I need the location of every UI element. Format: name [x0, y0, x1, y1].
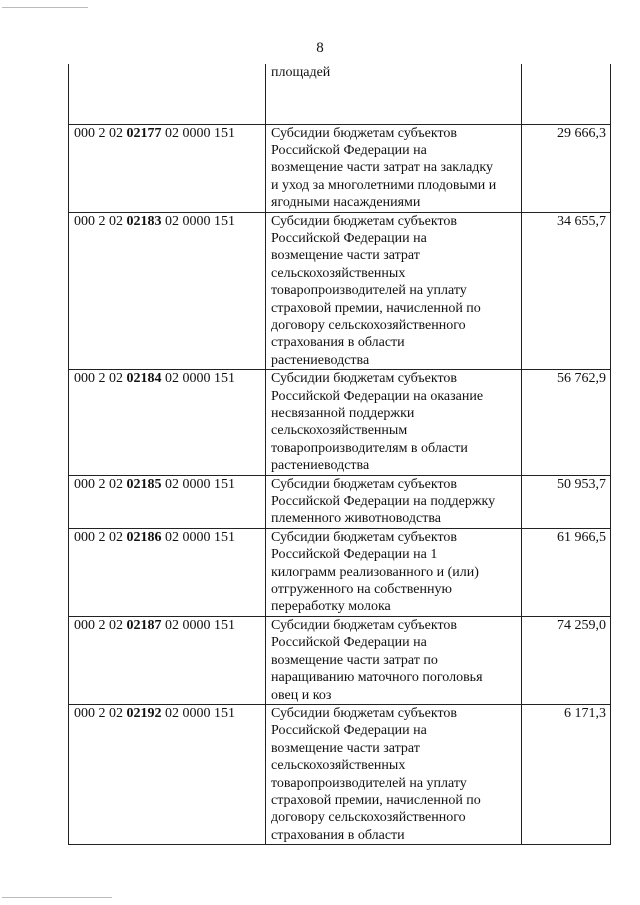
- amount-cell: [522, 616, 611, 704]
- description-line: страхования в области: [271, 335, 405, 351]
- description-line: страховой премии, начисленной по: [271, 300, 481, 316]
- description-cell: [266, 475, 522, 528]
- budget-code-cell: [69, 124, 266, 212]
- description-line: договору сельскохозяйственного: [271, 810, 466, 826]
- description-line: наращиванию маточного поголовья: [271, 670, 483, 686]
- table-row: [69, 212, 611, 370]
- description-line: Субсидии бюджетам субъектов: [271, 705, 458, 721]
- table-row: [69, 616, 611, 704]
- amount-cell: [522, 124, 611, 212]
- description-line: растениеводства: [271, 352, 370, 368]
- amount-value: 6 171,3: [564, 705, 606, 721]
- description-line: возмещение части затрат по: [271, 652, 438, 668]
- description-line: сельскохозяйственным: [271, 423, 408, 439]
- table-row-continuation: [69, 64, 611, 124]
- budget-code-cell: [69, 528, 266, 616]
- amount-cell: [522, 370, 611, 475]
- amount-cell: [522, 64, 611, 124]
- table-row: [69, 475, 611, 528]
- description-cell: [266, 370, 522, 475]
- scan-artifact-top: [2, 7, 88, 8]
- description-cell: [266, 124, 522, 212]
- description-cell: [266, 616, 522, 704]
- code-prefix: 000 2 02: [74, 617, 123, 633]
- description-line: и уход за многолетними плодовыми и: [271, 177, 497, 193]
- description-line: племенного животноводства: [271, 511, 441, 527]
- code-prefix: 000 2 02: [74, 371, 123, 387]
- budget-code-cell: [69, 212, 266, 370]
- code-main-part: 02186: [126, 529, 162, 545]
- code-main-part: 02187: [126, 617, 162, 633]
- description-line: Российской Федерации на: [271, 723, 427, 739]
- amount-value: 61 966,5: [557, 529, 606, 545]
- description-line: товаропроизводителям в области: [271, 440, 468, 456]
- code-suffix: 02 0000 151: [165, 125, 235, 141]
- description-line: сельскохозяйственных: [271, 758, 406, 774]
- description-line: отгруженного на собственную: [271, 582, 452, 598]
- code-prefix: 000 2 02: [74, 476, 123, 492]
- table-row: [69, 124, 611, 212]
- table-row: [69, 370, 611, 475]
- code-suffix: 02 0000 151: [165, 371, 235, 387]
- code-suffix: 02 0000 151: [165, 705, 235, 721]
- description-cell: [266, 528, 522, 616]
- table-body: [69, 64, 611, 845]
- description-line: ягодными насаждениями: [271, 195, 421, 211]
- code-main-part: 02184: [126, 371, 162, 387]
- table-row: [69, 528, 611, 616]
- code-main-part: 02192: [126, 705, 162, 721]
- budget-code-cell: [69, 475, 266, 528]
- description-line: возмещение части затрат: [271, 248, 420, 264]
- description-cell: [266, 704, 522, 844]
- description-line: Российской Федерации на поддержку: [271, 494, 496, 510]
- code-prefix: 000 2 02: [74, 125, 123, 141]
- description-line: Субсидии бюджетам субъектов: [271, 125, 458, 141]
- description-line: возмещение части затрат: [271, 740, 420, 756]
- budget-table: [68, 64, 611, 845]
- description-line: договору сельскохозяйственного: [271, 317, 466, 333]
- code-main-part: 02183: [126, 213, 162, 229]
- code-prefix: 000 2 02: [74, 705, 123, 721]
- amount-value: 50 953,7: [557, 476, 606, 492]
- description-line: Российской Федерации на 1: [271, 547, 438, 563]
- code-suffix: 02 0000 151: [165, 213, 235, 229]
- code-prefix: 000 2 02: [74, 213, 123, 229]
- scan-artifact-bottom: [2, 897, 112, 898]
- description-line: товаропроизводителей на уплату: [271, 775, 467, 791]
- amount-value: 29 666,3: [557, 125, 606, 141]
- description-line: Субсидии бюджетам субъектов: [271, 371, 458, 387]
- description-line: Российской Федерации на: [271, 230, 427, 246]
- code-cell: [69, 64, 266, 124]
- code-suffix: 02 0000 151: [165, 617, 235, 633]
- budget-code-cell: [69, 704, 266, 844]
- description-line: килограмм реализованного и (или): [271, 564, 479, 580]
- description-line: переработку молока: [271, 599, 391, 615]
- description-line: Субсидии бюджетам субъектов: [271, 617, 458, 633]
- description-line: товаропроизводителей на уплату: [271, 283, 467, 299]
- description-line: Субсидии бюджетам субъектов: [271, 476, 458, 492]
- code-prefix: 000 2 02: [74, 529, 123, 545]
- description-line: Российской Федерации на оказание: [271, 388, 484, 404]
- amount-cell: [522, 528, 611, 616]
- table-row: [69, 704, 611, 844]
- description-line: площадей: [271, 65, 331, 80]
- description-line: Субсидии бюджетам субъектов: [271, 529, 458, 545]
- amount-value: 56 762,9: [557, 371, 606, 387]
- description-line: сельскохозяйственных: [271, 265, 406, 281]
- code-suffix: 02 0000 151: [165, 476, 235, 492]
- description-cell: [266, 212, 522, 370]
- description-line: несвязанной поддержки: [271, 406, 415, 421]
- description-line: Российской Федерации на: [271, 635, 427, 651]
- budget-code-cell: [69, 616, 266, 704]
- code-main-part: 02177: [126, 125, 162, 141]
- page-number: 8: [316, 40, 324, 56]
- budget-code-cell: [69, 370, 266, 475]
- amount-cell: [522, 704, 611, 844]
- code-suffix: 02 0000 151: [165, 529, 235, 545]
- amount-cell: [522, 212, 611, 370]
- description-cell: [266, 64, 522, 124]
- amount-value: 74 259,0: [557, 617, 606, 633]
- code-main-part: 02185: [126, 476, 162, 492]
- description-line: страховой премии, начисленной по: [271, 792, 481, 808]
- description-line: растениеводства: [271, 458, 370, 474]
- description-line: Субсидии бюджетам субъектов: [271, 213, 458, 229]
- description-line: страхования в области: [271, 827, 405, 843]
- amount-cell: [522, 475, 611, 528]
- description-line: Российской Федерации на: [271, 142, 427, 158]
- description-line: возмещение части затрат на закладку: [271, 160, 494, 176]
- amount-value: 34 655,7: [557, 213, 606, 229]
- description-line: овец и коз: [271, 687, 332, 703]
